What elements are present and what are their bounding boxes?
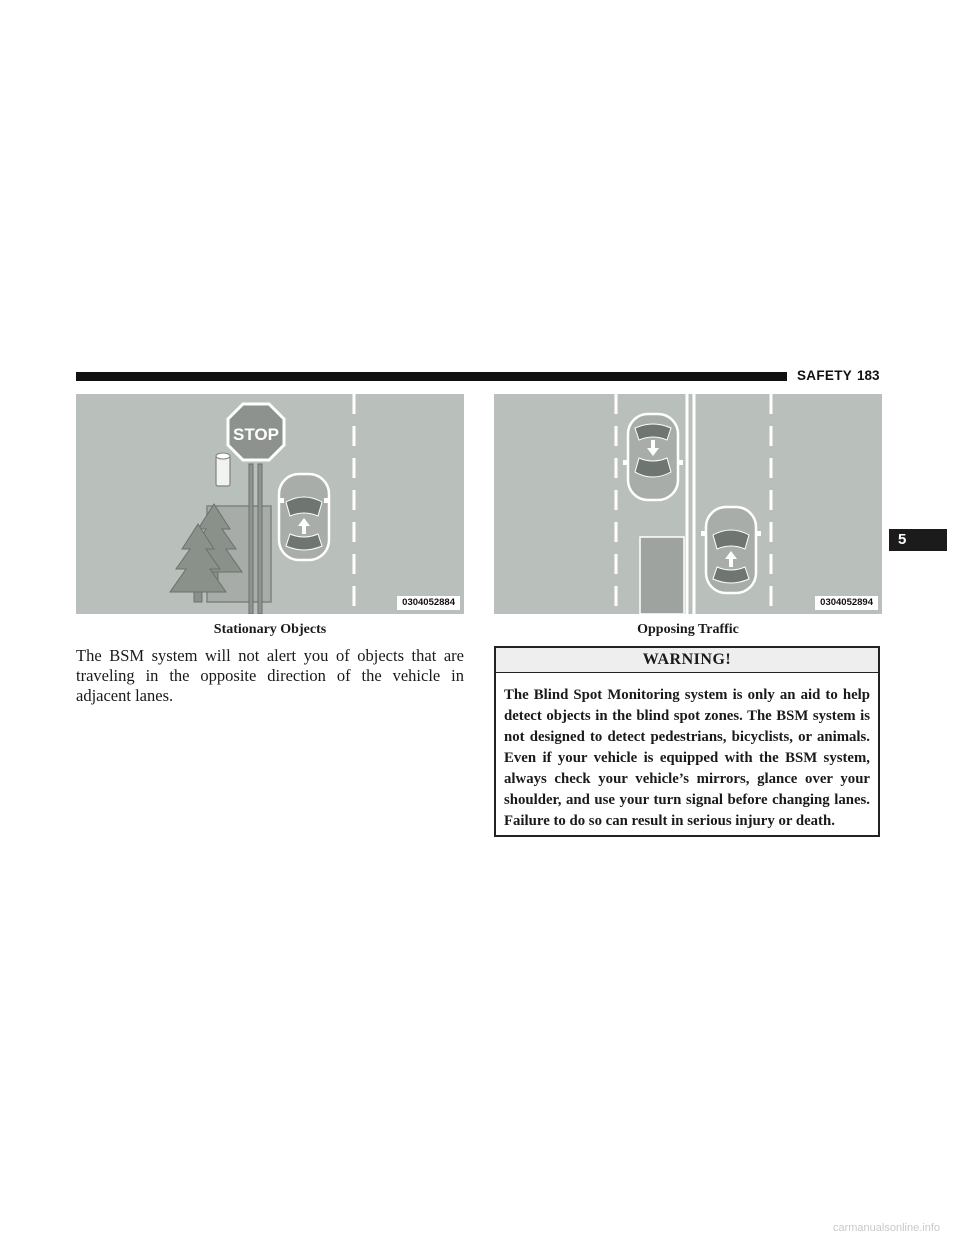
car-ego (701, 507, 761, 593)
figure-caption: Stationary Objects (213, 622, 327, 637)
car-oncoming (623, 414, 683, 500)
warning-box (494, 646, 880, 837)
header-rule (76, 372, 787, 381)
stationary-objects-illustration (76, 394, 464, 614)
sign-post-right (258, 464, 262, 614)
car-ego (279, 474, 329, 560)
page-number: 183 (857, 368, 880, 383)
warning-text: The Blind Spot Monitoring system is only an aid to help detect objects in the blind spot zones. The BSM system is not designed to detect pedestrians, bicyclists, or animals. Even if your vehicle is equipped with the BSM system, always check your vehicle’s mirrors, glance over your shoulder, and use your turn signal before changing lanes. Failure to do so can result in serious injury or death. (504, 687, 870, 829)
figure-caption: Opposing Traffic (637, 622, 739, 637)
figure-code: 0304052884 (397, 596, 460, 610)
blind-spot-zone (640, 537, 684, 614)
warning-title: WARNING! (496, 648, 878, 673)
opposing-traffic-illustration (494, 394, 882, 614)
header-section-title: SAFETY (797, 368, 853, 383)
figure-opposing-traffic (494, 394, 882, 614)
chapter-tab: 5 (889, 529, 947, 551)
bollard (216, 456, 230, 486)
figure-stationary-objects (76, 394, 464, 614)
sign-post-left (249, 464, 253, 614)
watermark: carmanualsonline.info (832, 1222, 940, 1234)
body-paragraph: The BSM system will not alert you of objects that are traveling in the opposite direction of the vehicle in adjacent lanes. (76, 646, 464, 705)
stop-sign-text: STOP (233, 425, 279, 444)
figure-code: 0304052894 (815, 596, 878, 610)
